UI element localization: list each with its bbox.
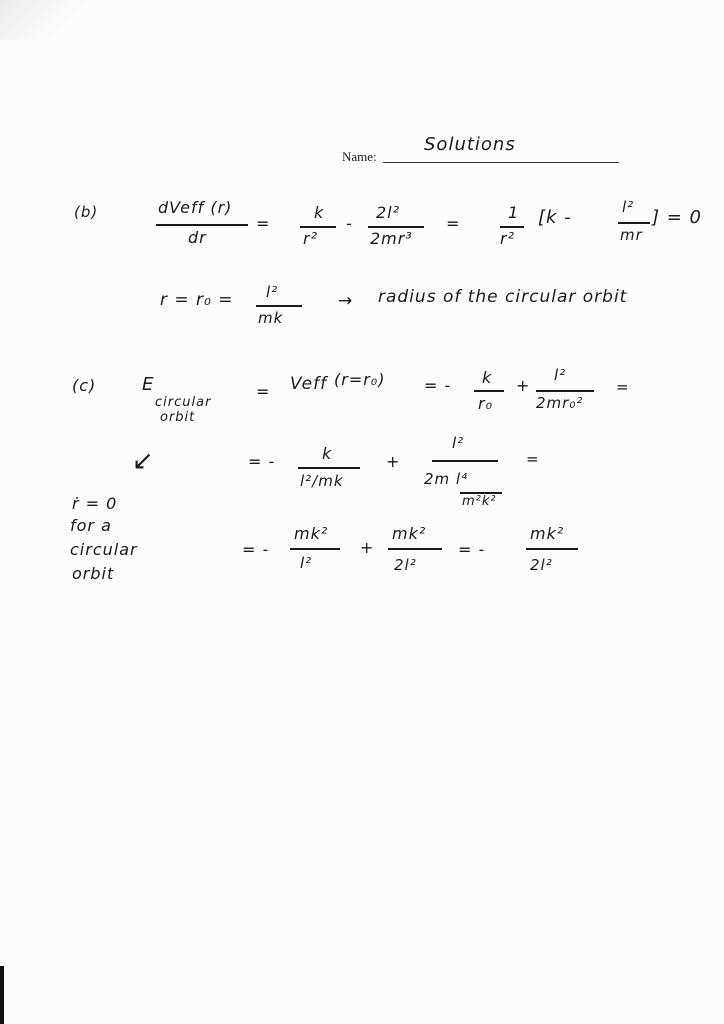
- equals-sign: =: [616, 378, 630, 396]
- term1-numerator: k: [314, 203, 325, 222]
- scan-shadow: [0, 0, 90, 40]
- fraction-bar: [618, 222, 650, 224]
- radius-equation: r = r₀ =: [160, 290, 234, 310]
- plus-sign: +: [386, 452, 401, 471]
- fraction-bar: [388, 548, 442, 550]
- equals-sign: =: [446, 214, 461, 233]
- fraction-bar: [432, 460, 498, 462]
- bracket-fraction-denominator: mr: [620, 226, 643, 244]
- name-underline: [383, 162, 619, 163]
- energy-symbol: E: [142, 374, 155, 395]
- fraction-bar: [368, 226, 424, 228]
- term2-denominator: 2mr³: [370, 229, 413, 248]
- margin-note-line: circular: [70, 540, 138, 559]
- term3-denominator: r²: [500, 229, 515, 248]
- veff-argument: (r=r₀): [334, 370, 386, 389]
- equals-sign: =: [256, 214, 271, 233]
- d-term2-numerator: l²: [452, 434, 465, 452]
- e-term3-numerator: mk²: [530, 524, 565, 543]
- dveff-numerator: dVeff (r): [158, 198, 233, 217]
- plus-sign: +: [516, 376, 531, 395]
- equals-minus: = -: [242, 540, 270, 559]
- scan-edge-mark: [0, 966, 4, 1024]
- margin-arrow: ↙: [132, 446, 155, 476]
- d-term1-denominator: l²/mk: [300, 472, 344, 490]
- e-term3-denominator: 2l²: [530, 556, 553, 574]
- bracket-fraction-numerator: l²: [622, 198, 635, 216]
- equals-sign: =: [256, 382, 271, 401]
- equals-sign: =: [526, 450, 540, 468]
- equals-minus: = -: [248, 452, 276, 471]
- fraction-bar: [500, 226, 524, 228]
- bracket-close-zero: ] = 0: [652, 207, 702, 228]
- c-term2-numerator: l²: [554, 366, 567, 384]
- fraction-bar: [536, 390, 594, 392]
- d-term2-denominator: 2m l⁴: [424, 470, 469, 488]
- arrow: →: [338, 291, 354, 311]
- margin-note-line: ṙ = 0: [72, 494, 118, 513]
- e-term2-numerator: mk²: [392, 524, 427, 543]
- fraction-bar: [156, 224, 248, 226]
- fraction-bar: [256, 305, 302, 307]
- equals-minus: = -: [424, 376, 452, 395]
- c-term1-numerator: k: [482, 368, 493, 387]
- energy-subscript: circular: [155, 395, 212, 410]
- fraction-bar: [298, 467, 360, 469]
- part-b-label: (b): [74, 203, 99, 221]
- radius-denominator: mk: [258, 309, 284, 327]
- c-term2-denominator: 2mr₀²: [536, 394, 584, 412]
- fraction-bar: [474, 390, 504, 392]
- fraction-bar: [300, 226, 336, 228]
- radius-description: radius of the circular orbit: [378, 287, 628, 307]
- veff-symbol: Veff: [290, 374, 328, 394]
- margin-note-line: for a: [70, 516, 112, 535]
- name-label: Name:: [342, 149, 377, 164]
- term1-denominator: r²: [303, 229, 318, 248]
- minus-sign: -: [346, 214, 353, 233]
- fraction-bar: [290, 548, 340, 550]
- plus-sign: +: [360, 538, 375, 557]
- bracket-open-k: [k -: [538, 207, 572, 228]
- part-c-label: (c): [72, 376, 97, 395]
- name-value: Solutions: [424, 134, 516, 155]
- e-term1-numerator: mk²: [294, 524, 329, 543]
- term2-numerator: 2l²: [376, 203, 401, 222]
- energy-subscript: orbit: [160, 410, 196, 425]
- equals-minus: = -: [458, 540, 486, 559]
- term3-numerator: 1: [508, 203, 520, 222]
- fraction-bar: [526, 548, 578, 550]
- e-term2-denominator: 2l²: [394, 556, 417, 574]
- e-term1-denominator: l²: [300, 554, 313, 572]
- c-term1-denominator: r₀: [478, 394, 493, 413]
- d-term1-numerator: k: [322, 444, 333, 463]
- dveff-denominator: dr: [188, 228, 207, 247]
- radius-numerator: l²: [266, 283, 279, 301]
- margin-note-line: orbit: [72, 564, 115, 583]
- d-term2-denominator: m²k²: [462, 494, 497, 509]
